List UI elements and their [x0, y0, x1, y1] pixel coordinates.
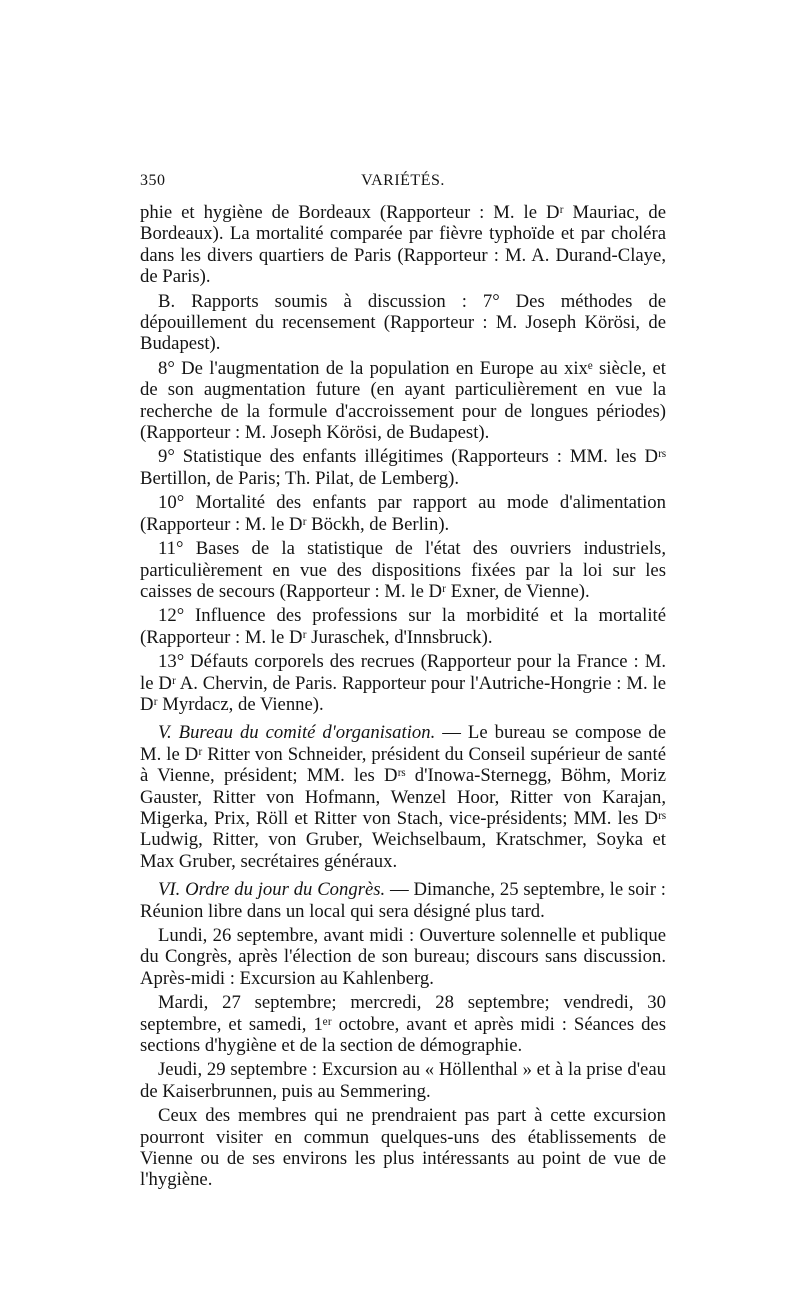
paragraph-item-13: 13° Défauts corporels des recrues (Rapporteur pour la France : M. le Dʳ A. Chervin, de Paris. Rapporteur pour l'Autriche-Hongrie : M. le Dʳ Myrdacz, de Vienne). — [140, 651, 666, 715]
section-ordre-du-jour — [140, 879, 666, 922]
paragraph-item-9: 9° Statistique des enfants illégitimes (Rapporteurs : MM. les Dʳˢ Bertillon, de Paris; Th. Pilat, de Lemberg). — [140, 446, 666, 489]
section-body: — Dimanche, 25 septembre, le soir : Réunion libre dans un local qui sera désigné plus tard. — [140, 879, 666, 922]
paragraph-rapports-discussion: B. Rapports soumis à discussion : 7° Des méthodes de dépouillement du recensement (Rapporteur : M. Joseph Körösi, de Budapest). — [140, 290, 666, 355]
paragraph-item-8: 8° De l'augmentation de la population en Europe au xixᵉ siècle, et de son augmentation future (en ayant particulièrement en vue la recherche de la formule d'accroissement pour de longues périodes) (Rapporteur : M. Joseph Körösi, de Budapest). — [140, 357, 666, 444]
paragraph-item-12: 12° Influence des professions sur la morbidité et la mortalité (Rapporteur : M. le Dʳ Juraschek, d'Innsbruck). — [140, 605, 666, 648]
section-body: — Le bureau se compose de M. le Dʳ Ritter von Schneider, président du Conseil supérieur de santé à Vienne, président; MM. les Dʳˢ d'Inowa-Sternegg, Böhm, Moriz Gauster, Ritter von Hofmann, Wenzel Hoor, Ritter von Karajan, Migerka, Prix, Röll et Ritter von Stach, vice-présidents; MM. les Dʳˢ Ludwig, Ritter, von Gruber, Weichselbaum, Kratschmer, Soyka et Max Gruber, secrétaires généraux. — [140, 722, 667, 872]
section-bureau — [140, 722, 666, 872]
page-number: 350 — [140, 172, 166, 189]
running-title: VARIÉTÉS. — [361, 172, 445, 189]
paragraph-jeudi: Jeudi, 29 septembre : Excursion au « Höllenthal » et à la prise d'eau de Kaiserbrunnen, puis au Semmering. — [140, 1059, 666, 1102]
section-heading: VI. Ordre du jour du Congrès. — [158, 879, 386, 901]
paragraph-lundi: Lundi, 26 septembre, avant midi : Ouverture solennelle et publique du Congrès, après l'élection de son bureau; discours sans discussion. Après-midi : Excursion au Kahlenberg. — [140, 925, 666, 989]
body-text — [140, 202, 666, 1194]
paragraph-item-11: 11° Bases de la statistique de l'état des ouvriers industriels, particulièrement en vue des dispositions fixées par la loi sur les caisses de secours (Rapporteur : M. le Dʳ Exner, de Vienne). — [140, 538, 666, 602]
paragraph-mardi: Mardi, 27 septembre; mercredi, 28 septembre; vendredi, 30 septembre, et samedi, 1ᵉʳ octobre, avant et après midi : Séances des sections d'hygiène et de la section de démographie. — [140, 992, 666, 1057]
section-heading: V. Bureau du comité d'organisation. — [158, 722, 436, 744]
paragraph-item-10: 10° Mortalité des enfants par rapport au mode d'alimentation (Rapporteur : M. le Dʳ Böckh, de Berlin). — [140, 492, 666, 535]
page-header — [140, 172, 666, 198]
paragraph-excursion: Ceux des membres qui ne prendraient pas part à cette excursion pourront visiter en commun quelques-uns des établissements de Vienne ou de ses environs les plus intéressants au point de vue de l'hygiène. — [140, 1105, 666, 1191]
paragraph-continuation: phie et hygiène de Bordeaux (Rapporteur : M. le Dʳ Mauriac, de Bordeaux). La mortalité comparée par fièvre typhoïde et par choléra dans les divers quartiers de Paris (Rapporteur : M. A. Durand-Claye, de Paris). — [140, 202, 666, 288]
